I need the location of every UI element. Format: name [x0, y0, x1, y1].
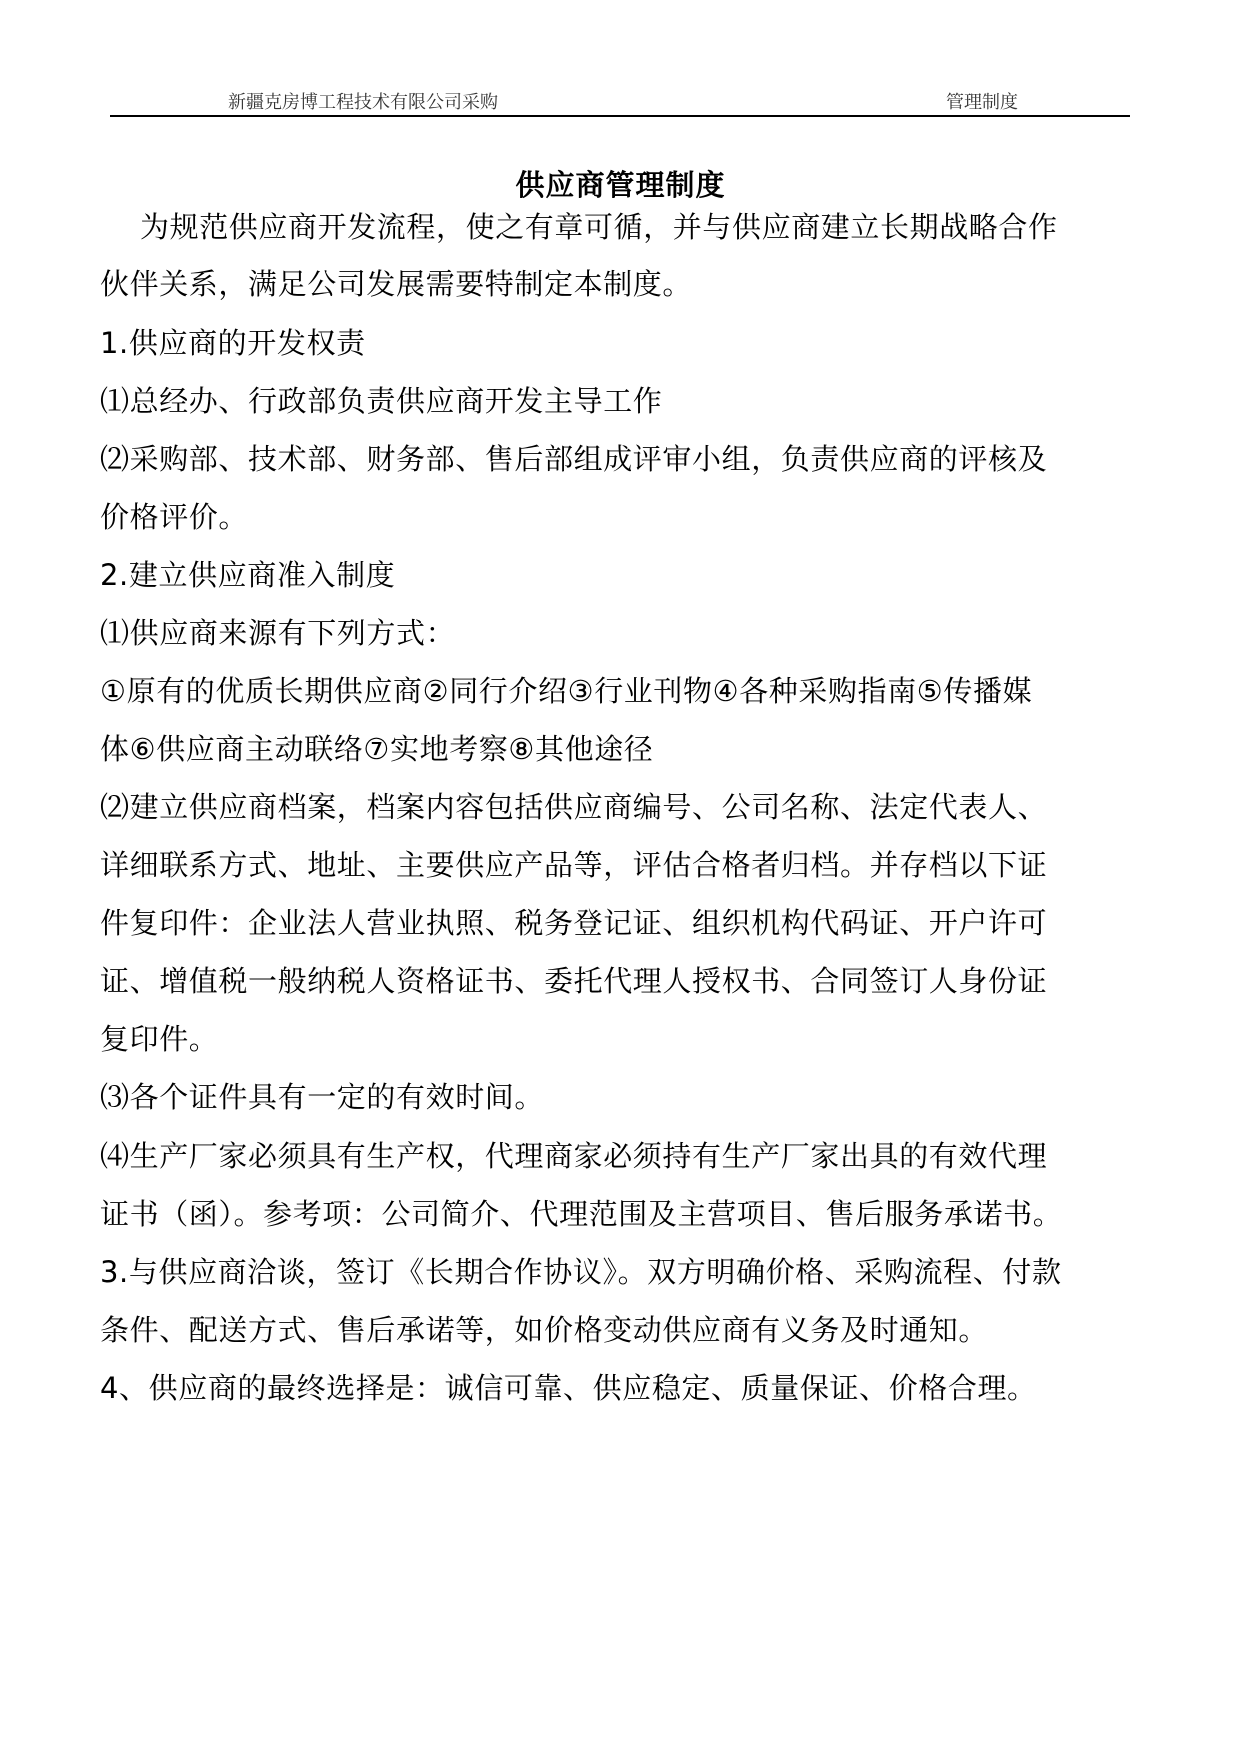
header-section-name: 管理制度 [946, 92, 1018, 113]
section-heading: 2.建立供应商准入制度 [100, 558, 396, 592]
body-line: 伙伴关系，满足公司发展需要特制定本制度。 [100, 267, 693, 301]
body-line: ⑵建立供应商档案，档案内容包括供应商编号、公司名称、法定代表人、 [100, 790, 1048, 824]
section-heading: 4、供应商的最终选择是：诚信可靠、供应稳定、质量保证、价格合理。 [100, 1371, 1037, 1405]
body-line: 件复印件：企业法人营业执照、税务登记证、组织机构代码证、开户许可 [100, 906, 1048, 940]
section-heading: 1.供应商的开发权责 [100, 326, 366, 360]
body-line: 复印件。 [100, 1022, 219, 1056]
body-line: ⑶各个证件具有一定的有效时间。 [100, 1080, 545, 1114]
body-line: 价格评价。 [100, 500, 249, 534]
body-line: ⑴总经办、行政部负责供应商开发主导工作 [100, 384, 663, 418]
body-line: 为规范供应商开发流程，使之有章可循，并与供应商建立长期战略合作 [140, 210, 1058, 244]
header-company-name: 新疆克房博工程技术有限公司采购 [228, 92, 498, 113]
body-line: ⑵采购部、技术部、财务部、售后部组成评审小组，负责供应商的评核及 [100, 442, 1048, 476]
header-divider [110, 115, 1130, 117]
body-line: 详细联系方式、地址、主要供应产品等，评估合格者归档。并存档以下证 [100, 848, 1048, 882]
body-line: ⑴供应商来源有下列方式： [100, 616, 456, 650]
body-line: 证书（函）。参考项：公司简介、代理范围及主营项目、售后服务承诺书。 [100, 1197, 1063, 1231]
body-line: 条件、配送方式、售后承诺等，如价格变动供应商有义务及时通知。 [100, 1313, 989, 1347]
section-heading: 3.与供应商洽谈，签订《长期合作协议》。双方明确价格、采购流程、付款 [100, 1255, 1062, 1289]
body-line: ①原有的优质长期供应商②同行介绍③行业刊物④各种采购指南⑤传播媒 [100, 674, 1033, 708]
page-header [110, 88, 1130, 116]
document-title: 供应商管理制度 [515, 168, 726, 202]
body-line: ⑷生产厂家必须具有生产权，代理商家必须持有生产厂家出具的有效代理 [100, 1139, 1048, 1173]
body-line: 证、增值税一般纳税人资格证书、委托代理人授权书、合同签订人身份证 [100, 964, 1048, 998]
body-line: 体⑥供应商主动联络⑦实地考察⑧其他途径 [100, 732, 654, 766]
